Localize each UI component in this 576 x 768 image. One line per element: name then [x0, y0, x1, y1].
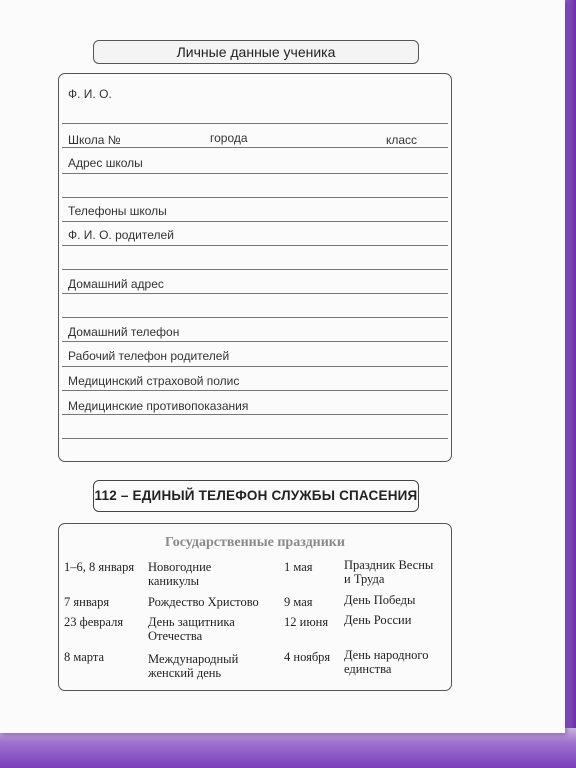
holiday-name: каникулы: [148, 574, 200, 588]
holiday-date: 1–6, 8 января: [64, 560, 135, 574]
form-line: [62, 245, 448, 246]
form-line: [62, 366, 448, 367]
holiday-date: 4 ноября: [284, 650, 331, 664]
holiday-name: День Победы: [344, 593, 416, 607]
form-line: [62, 173, 448, 174]
form-line: [62, 147, 448, 148]
book-edge-bottom: [0, 728, 576, 768]
form-line: [62, 197, 448, 198]
school-phones-label: Телефоны школы: [68, 204, 167, 218]
school-address-label: Адрес школы: [68, 156, 143, 170]
fio-label: Ф. И. О.: [68, 87, 112, 101]
holiday-date: 8 марта: [64, 650, 104, 664]
parents-work-phone-label: Рабочий телефон родителей: [68, 349, 230, 363]
school-label: Школа №: [68, 133, 121, 147]
holiday-name: День России: [344, 613, 412, 627]
home-address-label: Домашний адрес: [68, 277, 164, 291]
form-line: [62, 390, 448, 391]
holiday-name: Отечества: [148, 629, 203, 643]
holiday-name: Праздник Весны: [344, 558, 434, 572]
form-line: [62, 221, 448, 222]
holiday-name: Новогодние: [148, 560, 212, 574]
form-line: [62, 341, 448, 342]
form-line: [62, 123, 448, 124]
form-line: [62, 269, 448, 270]
holiday-name: День защитника: [148, 615, 235, 629]
emergency-phone-banner: 112 – ЕДИНЫЙ ТЕЛЕФОН СЛУЖБЫ СПАСЕНИЯ: [93, 480, 419, 512]
holiday-name: День народного: [344, 648, 429, 662]
holidays-title: Государственные праздники: [165, 535, 345, 550]
parents-fio-label: Ф. И. О. родителей: [68, 228, 174, 242]
holiday-date: 12 июня: [284, 615, 329, 629]
holiday-date: 23 февраля: [64, 615, 124, 629]
city-label: города: [210, 131, 248, 145]
holiday-name: Рождество Христово: [148, 595, 259, 609]
holiday-date: 9 мая: [284, 595, 313, 609]
grade-label: класс: [386, 133, 418, 147]
contraindications-label: Медицинские противопоказания: [68, 399, 249, 413]
holiday-name: единства: [344, 662, 392, 676]
holiday-name: и Труда: [344, 572, 385, 586]
insurance-label: Медицинский страховой полис: [68, 374, 240, 388]
form-line: [62, 317, 448, 318]
holiday-name: женский день: [148, 666, 222, 680]
holiday-date: 1 мая: [284, 560, 313, 574]
holiday-date: 7 января: [64, 595, 110, 609]
form-line: [62, 438, 448, 439]
page-title: Личные данные ученика: [93, 40, 419, 64]
form-line: [62, 414, 448, 415]
home-phone-label: Домашний телефон: [68, 325, 180, 339]
form-line: [62, 293, 448, 294]
holiday-name: Международный: [148, 652, 239, 666]
